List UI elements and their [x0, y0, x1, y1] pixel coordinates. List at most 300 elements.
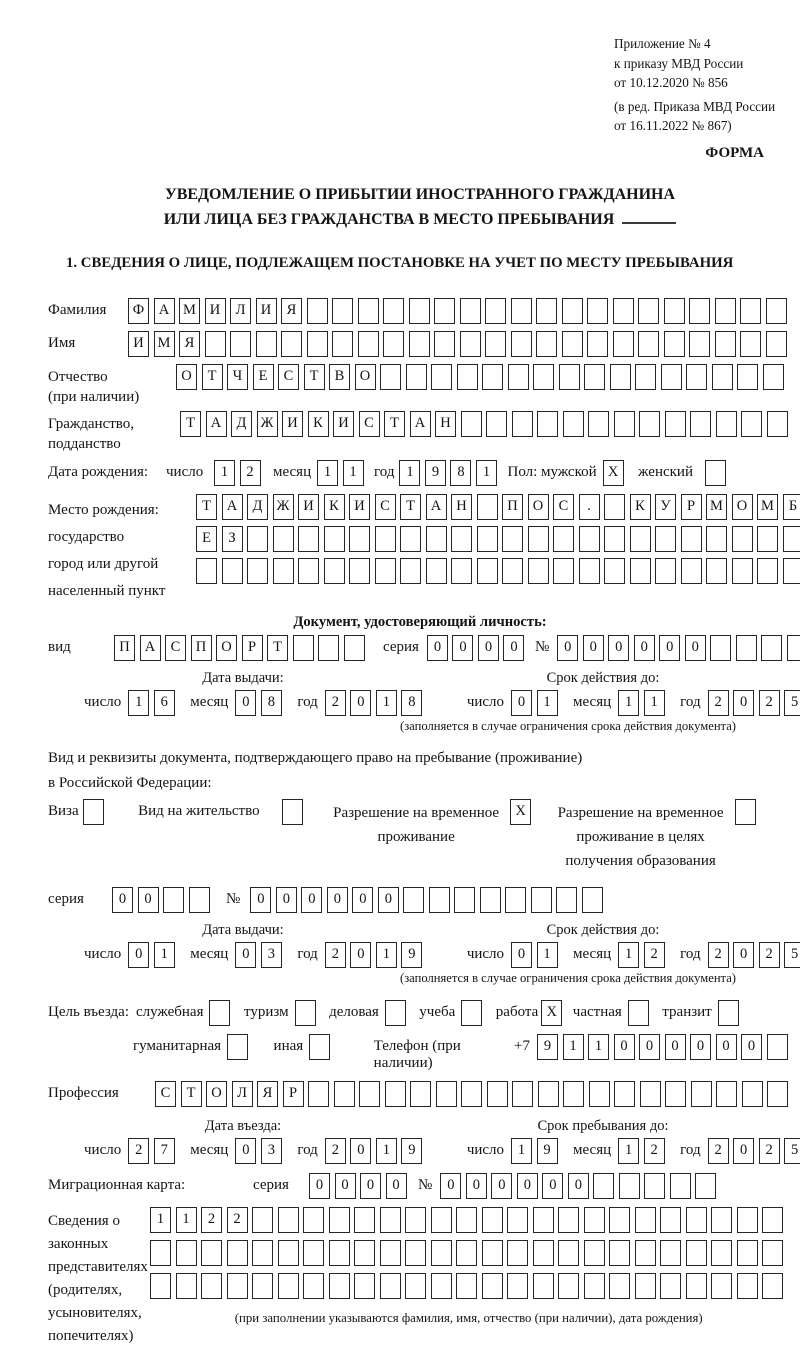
form-cell[interactable] [318, 635, 339, 661]
form-cell[interactable] [434, 298, 455, 324]
form-cell[interactable] [461, 411, 482, 437]
form-cell[interactable]: 0 [568, 1173, 589, 1199]
form-cell[interactable] [660, 1207, 681, 1233]
form-cell[interactable]: 9 [425, 460, 446, 486]
form-cell[interactable] [686, 364, 707, 390]
form-cell[interactable]: 2 [708, 942, 729, 968]
form-cell[interactable] [512, 1081, 533, 1107]
form-cell[interactable] [558, 1207, 579, 1233]
form-cell[interactable] [434, 331, 455, 357]
form-cell[interactable] [732, 526, 753, 552]
form-cell[interactable] [732, 558, 753, 584]
form-cell[interactable] [324, 526, 345, 552]
form-cell[interactable] [83, 799, 104, 825]
form-cell[interactable]: 2 [240, 460, 261, 486]
form-cell[interactable] [763, 364, 784, 390]
form-cell[interactable] [559, 364, 580, 390]
form-cell[interactable] [375, 558, 396, 584]
form-cell[interactable] [718, 1000, 739, 1026]
form-cell[interactable]: Л [230, 298, 251, 324]
form-cell[interactable] [705, 460, 726, 486]
form-cell[interactable]: 3 [261, 942, 282, 968]
form-cell[interactable] [553, 558, 574, 584]
form-cell[interactable] [639, 411, 660, 437]
form-cell[interactable]: А [140, 635, 161, 661]
form-cell[interactable] [613, 331, 634, 357]
form-cell[interactable] [757, 526, 778, 552]
form-cell[interactable]: 1 [214, 460, 235, 486]
form-cell[interactable]: П [191, 635, 212, 661]
form-cell[interactable] [762, 1207, 783, 1233]
form-cell[interactable] [429, 887, 450, 913]
form-cell[interactable]: 0 [452, 635, 473, 661]
form-cell[interactable] [482, 1240, 503, 1266]
form-cell[interactable]: 0 [511, 690, 532, 716]
form-cell[interactable] [686, 1207, 707, 1233]
form-cell[interactable] [252, 1273, 273, 1299]
form-cell[interactable] [740, 331, 761, 357]
form-cell[interactable] [604, 558, 625, 584]
form-cell[interactable]: 0 [557, 635, 578, 661]
form-cell[interactable] [691, 1081, 712, 1107]
form-cell[interactable] [278, 1273, 299, 1299]
form-cell[interactable] [176, 1240, 197, 1266]
form-cell[interactable] [665, 411, 686, 437]
form-cell[interactable] [482, 364, 503, 390]
form-cell[interactable] [281, 331, 302, 357]
form-cell[interactable]: 1 [588, 1034, 609, 1060]
form-cell[interactable] [349, 526, 370, 552]
form-cell[interactable] [282, 799, 303, 825]
form-cell[interactable] [670, 1173, 691, 1199]
form-cell[interactable] [737, 1240, 758, 1266]
form-cell[interactable]: 0 [276, 887, 297, 913]
form-cell[interactable]: 0 [542, 1173, 563, 1199]
form-cell[interactable] [584, 364, 605, 390]
form-cell[interactable]: 5 [784, 942, 800, 968]
form-cell[interactable] [715, 331, 736, 357]
form-cell[interactable]: X [510, 799, 531, 825]
form-cell[interactable] [762, 1273, 783, 1299]
form-cell[interactable] [354, 1240, 375, 1266]
form-cell[interactable] [303, 1207, 324, 1233]
form-cell[interactable] [400, 526, 421, 552]
form-cell[interactable]: О [732, 494, 753, 520]
form-cell[interactable]: И [128, 331, 149, 357]
form-cell[interactable] [227, 1273, 248, 1299]
form-cell[interactable] [451, 558, 472, 584]
form-cell[interactable]: 8 [450, 460, 471, 486]
form-cell[interactable] [737, 1273, 758, 1299]
form-cell[interactable]: М [757, 494, 778, 520]
form-cell[interactable] [329, 1240, 350, 1266]
form-cell[interactable] [230, 331, 251, 357]
form-cell[interactable]: 0 [733, 1138, 754, 1164]
form-cell[interactable] [385, 1000, 406, 1026]
form-cell[interactable]: 3 [261, 1138, 282, 1164]
form-cell[interactable] [201, 1273, 222, 1299]
form-cell[interactable] [563, 1081, 584, 1107]
form-cell[interactable]: 0 [112, 887, 133, 913]
form-cell[interactable]: Я [281, 298, 302, 324]
form-cell[interactable]: 0 [466, 1173, 487, 1199]
form-cell[interactable] [334, 1081, 355, 1107]
form-cell[interactable] [332, 331, 353, 357]
form-cell[interactable] [405, 1207, 426, 1233]
form-cell[interactable] [460, 331, 481, 357]
form-cell[interactable]: Ф [128, 298, 149, 324]
form-cell[interactable] [456, 1240, 477, 1266]
form-cell[interactable] [640, 1081, 661, 1107]
form-cell[interactable] [695, 1173, 716, 1199]
form-cell[interactable]: М [154, 331, 175, 357]
form-cell[interactable] [507, 1273, 528, 1299]
form-cell[interactable] [767, 1034, 788, 1060]
form-cell[interactable]: 0 [511, 942, 532, 968]
form-cell[interactable] [196, 558, 217, 584]
form-cell[interactable]: 0 [360, 1173, 381, 1199]
form-cell[interactable] [681, 558, 702, 584]
form-cell[interactable]: 2 [325, 690, 346, 716]
form-cell[interactable]: 1 [537, 690, 558, 716]
form-cell[interactable] [558, 1273, 579, 1299]
form-cell[interactable] [579, 558, 600, 584]
form-cell[interactable] [256, 331, 277, 357]
form-cell[interactable] [431, 1240, 452, 1266]
form-cell[interactable]: 9 [401, 1138, 422, 1164]
form-cell[interactable]: 6 [154, 690, 175, 716]
form-cell[interactable] [426, 526, 447, 552]
form-cell[interactable]: 7 [154, 1138, 175, 1164]
form-cell[interactable]: 0 [741, 1034, 762, 1060]
form-cell[interactable] [562, 298, 583, 324]
form-cell[interactable]: Т [400, 494, 421, 520]
form-cell[interactable] [681, 526, 702, 552]
form-cell[interactable] [536, 331, 557, 357]
form-cell[interactable] [485, 298, 506, 324]
form-cell[interactable] [588, 411, 609, 437]
form-cell[interactable]: И [349, 494, 370, 520]
form-cell[interactable]: 1 [128, 690, 149, 716]
form-cell[interactable]: . [579, 494, 600, 520]
form-cell[interactable] [303, 1240, 324, 1266]
form-cell[interactable] [556, 887, 577, 913]
form-cell[interactable] [278, 1240, 299, 1266]
form-cell[interactable]: И [333, 411, 354, 437]
form-cell[interactable] [303, 1273, 324, 1299]
form-cell[interactable]: 0 [503, 635, 524, 661]
form-cell[interactable]: К [324, 494, 345, 520]
form-cell[interactable] [766, 331, 787, 357]
form-cell[interactable]: И [256, 298, 277, 324]
form-cell[interactable]: Е [253, 364, 274, 390]
form-cell[interactable] [737, 364, 758, 390]
form-cell[interactable]: 2 [201, 1207, 222, 1233]
form-cell[interactable]: Я [179, 331, 200, 357]
form-cell[interactable] [477, 526, 498, 552]
form-cell[interactable]: Б [783, 494, 800, 520]
form-cell[interactable]: Е [196, 526, 217, 552]
form-cell[interactable]: 0 [235, 1138, 256, 1164]
form-cell[interactable]: 1 [176, 1207, 197, 1233]
form-cell[interactable]: И [282, 411, 303, 437]
form-cell[interactable]: Я [257, 1081, 278, 1107]
form-cell[interactable] [783, 558, 800, 584]
form-cell[interactable] [222, 558, 243, 584]
form-cell[interactable]: 0 [665, 1034, 686, 1060]
form-cell[interactable] [375, 526, 396, 552]
form-cell[interactable]: 1 [511, 1138, 532, 1164]
form-cell[interactable]: X [541, 1000, 562, 1026]
form-cell[interactable] [630, 526, 651, 552]
form-cell[interactable] [609, 1207, 630, 1233]
form-cell[interactable] [638, 331, 659, 357]
form-cell[interactable] [711, 1240, 732, 1266]
form-cell[interactable] [431, 364, 452, 390]
form-cell[interactable] [329, 1273, 350, 1299]
form-cell[interactable] [507, 1207, 528, 1233]
form-cell[interactable] [410, 1081, 431, 1107]
form-cell[interactable] [354, 1207, 375, 1233]
form-cell[interactable] [686, 1273, 707, 1299]
form-cell[interactable]: С [359, 411, 380, 437]
form-cell[interactable] [354, 1273, 375, 1299]
form-cell[interactable]: 2 [759, 942, 780, 968]
form-cell[interactable] [252, 1207, 273, 1233]
form-cell[interactable] [409, 331, 430, 357]
form-cell[interactable]: 0 [690, 1034, 711, 1060]
form-cell[interactable]: 0 [440, 1173, 461, 1199]
form-cell[interactable] [664, 331, 685, 357]
form-cell[interactable]: 0 [659, 635, 680, 661]
form-cell[interactable] [189, 887, 210, 913]
form-cell[interactable] [332, 298, 353, 324]
form-cell[interactable]: 2 [325, 942, 346, 968]
form-cell[interactable] [538, 1081, 559, 1107]
form-cell[interactable] [409, 298, 430, 324]
form-cell[interactable]: 0 [614, 1034, 635, 1060]
form-cell[interactable] [358, 331, 379, 357]
form-cell[interactable] [383, 298, 404, 324]
form-cell[interactable]: П [502, 494, 523, 520]
form-cell[interactable]: С [375, 494, 396, 520]
form-cell[interactable]: З [222, 526, 243, 552]
form-cell[interactable] [380, 364, 401, 390]
form-cell[interactable]: 0 [639, 1034, 660, 1060]
form-cell[interactable]: 0 [250, 887, 271, 913]
form-cell[interactable] [766, 298, 787, 324]
form-cell[interactable]: М [179, 298, 200, 324]
form-cell[interactable] [537, 411, 558, 437]
form-cell[interactable] [740, 298, 761, 324]
form-cell[interactable] [359, 1081, 380, 1107]
form-cell[interactable] [563, 411, 584, 437]
form-cell[interactable]: А [222, 494, 243, 520]
form-cell[interactable] [329, 1207, 350, 1233]
form-cell[interactable] [480, 887, 501, 913]
form-cell[interactable] [201, 1240, 222, 1266]
form-cell[interactable]: О [355, 364, 376, 390]
form-cell[interactable] [661, 364, 682, 390]
form-cell[interactable] [635, 364, 656, 390]
form-cell[interactable]: Д [231, 411, 252, 437]
form-cell[interactable] [536, 298, 557, 324]
form-cell[interactable] [706, 526, 727, 552]
form-cell[interactable] [227, 1240, 248, 1266]
form-cell[interactable] [741, 411, 762, 437]
form-cell[interactable] [767, 1081, 788, 1107]
form-cell[interactable] [400, 558, 421, 584]
form-cell[interactable]: 0 [386, 1173, 407, 1199]
form-cell[interactable] [787, 635, 800, 661]
form-cell[interactable] [405, 1240, 426, 1266]
form-cell[interactable] [665, 1081, 686, 1107]
form-cell[interactable] [528, 558, 549, 584]
form-cell[interactable] [512, 411, 533, 437]
form-cell[interactable] [456, 1207, 477, 1233]
form-cell[interactable] [715, 298, 736, 324]
form-cell[interactable] [461, 1081, 482, 1107]
form-cell[interactable]: 1 [376, 942, 397, 968]
form-cell[interactable] [385, 1081, 406, 1107]
form-cell[interactable] [511, 331, 532, 357]
form-cell[interactable] [431, 1207, 452, 1233]
form-cell[interactable] [762, 1240, 783, 1266]
form-cell[interactable] [635, 1240, 656, 1266]
form-cell[interactable] [604, 494, 625, 520]
form-cell[interactable] [307, 331, 328, 357]
form-cell[interactable]: 1 [618, 1138, 639, 1164]
form-cell[interactable] [689, 331, 710, 357]
form-cell[interactable] [604, 526, 625, 552]
form-cell[interactable]: 0 [235, 942, 256, 968]
form-cell[interactable] [358, 298, 379, 324]
form-cell[interactable] [660, 1273, 681, 1299]
form-cell[interactable] [344, 635, 365, 661]
form-cell[interactable] [712, 364, 733, 390]
form-cell[interactable]: X [603, 460, 624, 486]
form-cell[interactable]: 1 [376, 690, 397, 716]
form-cell[interactable]: Д [247, 494, 268, 520]
form-cell[interactable] [533, 1273, 554, 1299]
form-cell[interactable] [587, 331, 608, 357]
form-cell[interactable] [431, 1273, 452, 1299]
form-cell[interactable]: 1 [618, 690, 639, 716]
form-cell[interactable] [689, 298, 710, 324]
form-cell[interactable] [383, 331, 404, 357]
form-cell[interactable]: 0 [335, 1173, 356, 1199]
form-cell[interactable] [558, 1240, 579, 1266]
form-cell[interactable] [630, 558, 651, 584]
form-cell[interactable] [298, 558, 319, 584]
form-cell[interactable]: 1 [317, 460, 338, 486]
form-cell[interactable] [553, 526, 574, 552]
form-cell[interactable] [710, 635, 731, 661]
form-cell[interactable]: Ж [257, 411, 278, 437]
form-cell[interactable] [426, 558, 447, 584]
form-cell[interactable] [502, 526, 523, 552]
form-cell[interactable] [150, 1273, 171, 1299]
form-cell[interactable]: Т [181, 1081, 202, 1107]
form-cell[interactable] [736, 635, 757, 661]
form-cell[interactable]: 1 [150, 1207, 171, 1233]
form-cell[interactable]: 9 [537, 1138, 558, 1164]
form-cell[interactable]: О [206, 1081, 227, 1107]
form-cell[interactable] [644, 1173, 665, 1199]
form-cell[interactable] [609, 1240, 630, 1266]
form-cell[interactable] [528, 526, 549, 552]
form-cell[interactable]: Ж [273, 494, 294, 520]
form-cell[interactable] [403, 887, 424, 913]
form-cell[interactable] [655, 526, 676, 552]
form-cell[interactable] [209, 1000, 230, 1026]
form-cell[interactable] [349, 558, 370, 584]
form-cell[interactable] [324, 558, 345, 584]
form-cell[interactable] [584, 1273, 605, 1299]
form-cell[interactable]: Т [180, 411, 201, 437]
form-cell[interactable]: 0 [733, 690, 754, 716]
form-cell[interactable] [761, 635, 782, 661]
form-cell[interactable] [614, 411, 635, 437]
form-cell[interactable] [711, 1207, 732, 1233]
form-cell[interactable] [460, 298, 481, 324]
form-cell[interactable]: 9 [537, 1034, 558, 1060]
form-cell[interactable]: С [553, 494, 574, 520]
form-cell[interactable] [511, 298, 532, 324]
form-cell[interactable]: А [154, 298, 175, 324]
form-cell[interactable]: И [205, 298, 226, 324]
form-cell[interactable]: Т [384, 411, 405, 437]
form-cell[interactable] [613, 298, 634, 324]
form-cell[interactable] [293, 635, 314, 661]
form-cell[interactable]: 0 [352, 887, 373, 913]
form-cell[interactable] [584, 1207, 605, 1233]
form-cell[interactable]: Р [242, 635, 263, 661]
form-cell[interactable] [582, 887, 603, 913]
form-cell[interactable] [533, 1240, 554, 1266]
form-cell[interactable] [508, 364, 529, 390]
form-cell[interactable]: 0 [235, 690, 256, 716]
form-cell[interactable]: 0 [128, 942, 149, 968]
form-cell[interactable] [247, 558, 268, 584]
form-cell[interactable]: О [528, 494, 549, 520]
form-cell[interactable] [614, 1081, 635, 1107]
form-cell[interactable] [502, 558, 523, 584]
form-cell[interactable] [579, 526, 600, 552]
form-cell[interactable] [176, 1273, 197, 1299]
form-cell[interactable]: 1 [476, 460, 497, 486]
form-cell[interactable] [742, 1081, 763, 1107]
form-cell[interactable]: 2 [325, 1138, 346, 1164]
form-cell[interactable] [686, 1240, 707, 1266]
form-cell[interactable] [273, 558, 294, 584]
form-cell[interactable] [405, 1273, 426, 1299]
form-cell[interactable]: 0 [350, 942, 371, 968]
form-cell[interactable]: Р [283, 1081, 304, 1107]
form-cell[interactable] [487, 1081, 508, 1107]
form-cell[interactable] [610, 364, 631, 390]
form-cell[interactable]: 0 [733, 942, 754, 968]
form-cell[interactable] [619, 1173, 640, 1199]
form-cell[interactable] [593, 1173, 614, 1199]
form-cell[interactable]: К [308, 411, 329, 437]
form-cell[interactable] [635, 1273, 656, 1299]
form-cell[interactable] [205, 331, 226, 357]
form-cell[interactable] [660, 1240, 681, 1266]
form-cell[interactable]: 9 [401, 942, 422, 968]
form-cell[interactable] [454, 887, 475, 913]
form-cell[interactable] [457, 364, 478, 390]
